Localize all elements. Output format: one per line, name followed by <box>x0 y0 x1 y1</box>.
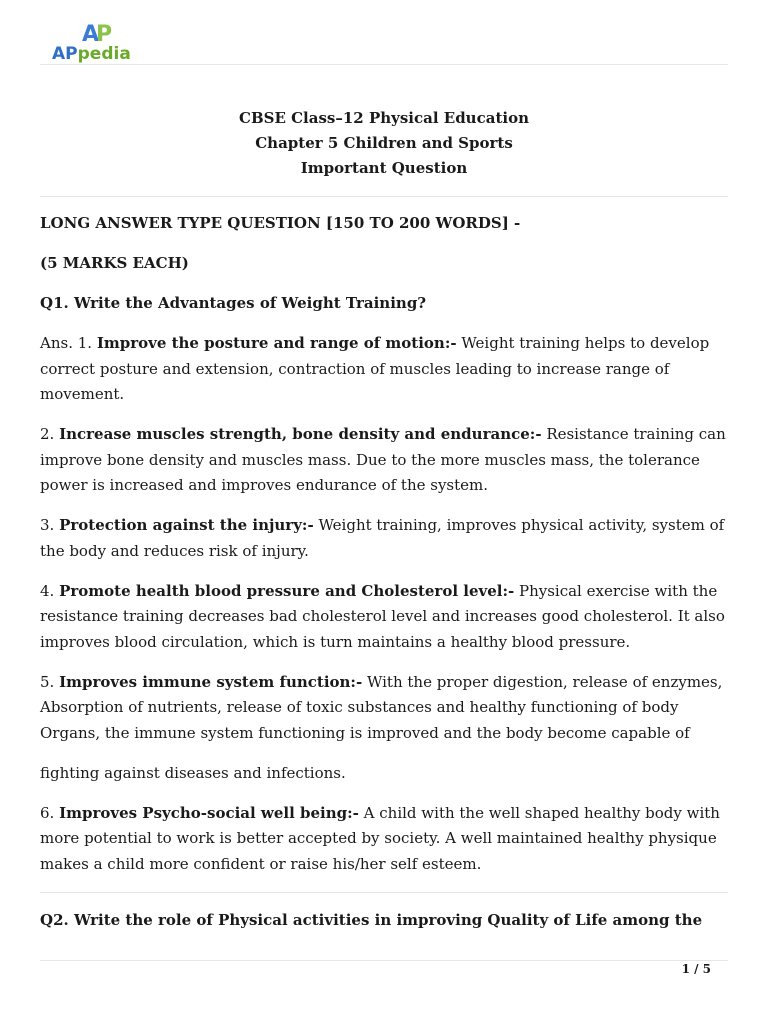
answer-item-3: 3. Protection against the injury:- Weight training, improves physical activity, system of the body and reduces risk of injury. <box>40 516 725 560</box>
logo-text <box>52 44 131 64</box>
answer-item-1: Ans. 1. Improve the posture and range of motion:- Weight training helps to develop correct posture and extension, contraction of muscles leading to increase range of movement. <box>40 334 710 403</box>
section-heading: LONG ANSWER TYPE QUESTION [150 TO 200 WORDS] - <box>40 214 521 232</box>
logo-mark-p: P <box>96 22 110 47</box>
section-divider <box>40 892 728 893</box>
appedia-logo <box>52 24 142 68</box>
question-1: Q1. Write the Advantages of Weight Training? <box>40 294 427 312</box>
answer-item-5-continued: fighting against diseases and infections. <box>40 763 346 782</box>
document-body <box>40 211 730 892</box>
title-line-3: Important Question <box>300 159 468 177</box>
answer-item-6: 6. Improves Psycho-social well being:- A child with the well shaped healthy body with more potential to work is better accepted by society. A well maintained healthy physique makes a child more confident or raise his/her self esteem. <box>40 803 720 873</box>
logo-mark <box>82 24 109 46</box>
footer-divider <box>40 960 728 961</box>
document-title <box>0 106 768 181</box>
answer-item-5: 5. Improves immune system function:- With the proper digestion, release of enzymes, Absorption of nutrients, release of toxic substances and healthy functioning of body Organs, the immune system functioning is improved and the body become capable of <box>40 672 723 742</box>
answer-item-4: 4. Promote health blood pressure and Cholesterol level:- Physical exercise with the resistance training decreases bad cholesterol level and increases good cholesterol. It also improves blood circulation, which is turn maintains a healthy blood pressure. <box>40 581 725 651</box>
page-number: 1 / 5 <box>681 962 711 976</box>
logo-text-rest: pedia <box>77 44 131 64</box>
marks-note: (5 MARKS EACH) <box>40 254 189 272</box>
question-2: Q2. Write the role of Physical activities in improving Quality of Life among the <box>40 911 703 929</box>
answer-item-2: 2. Increase muscles strength, bone density and endurance:- Resistance training can improve bone density and muscles mass. Due to the more muscles mass, the tolerance power is increased and improves endurance of the system. <box>40 425 726 494</box>
page-header <box>0 0 768 66</box>
title-line-1: CBSE Class–12 Physical Education <box>239 109 529 127</box>
title-line-2: Chapter 5 Children and Sports <box>255 134 513 152</box>
logo-mark-a: A <box>82 22 97 47</box>
header-divider <box>40 64 728 65</box>
title-divider <box>40 196 728 197</box>
logo-text-ap: AP <box>52 44 78 64</box>
